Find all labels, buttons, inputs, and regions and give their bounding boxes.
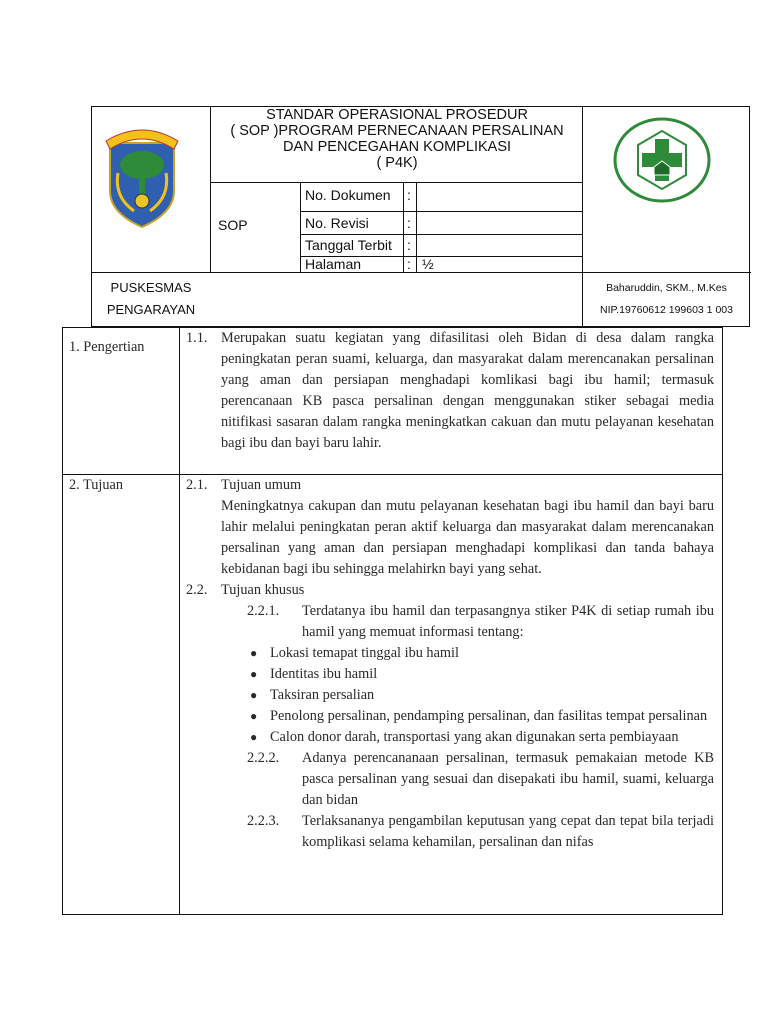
title-line: STANDAR OPERASIONAL PROSEDUR bbox=[266, 107, 528, 123]
bullet-icon: ● bbox=[250, 688, 258, 702]
item-number: 2.2.2. bbox=[247, 750, 280, 766]
item-number: 2.2. bbox=[186, 582, 208, 598]
item-number: 2.2.1. bbox=[247, 603, 280, 619]
signer-name: Baharuddin, SKM., M.Kes bbox=[606, 282, 727, 294]
bullet-icon: ● bbox=[250, 709, 258, 723]
signer-nip: NIP.19760612 199603 1 003 bbox=[600, 304, 733, 316]
bullet-icon: ● bbox=[250, 646, 258, 660]
section-content-pengertian bbox=[180, 328, 722, 474]
field-label: No. Dokumen bbox=[305, 187, 391, 203]
khusus-item-text: Terlaksananya pengambilan keputusan yang cepat dan tepat bila terjadi komplikasi selama kehamilan, persalinan dan nifas bbox=[302, 813, 714, 850]
field-colon: : bbox=[407, 215, 411, 231]
title-line: ( P4K) bbox=[376, 155, 418, 171]
bullet-item: Calon donor darah, transportasi yang akan digunakan serta pembiayaan bbox=[270, 729, 679, 745]
item-number: 2.2.3. bbox=[247, 813, 280, 829]
field-colon: : bbox=[407, 237, 411, 253]
field-label: Tanggal Terbit bbox=[305, 237, 392, 253]
title-line: DAN PENCEGAHAN KOMPLIKASI bbox=[282, 139, 512, 155]
field-label: No. Revisi bbox=[305, 215, 369, 231]
subheading-tujuan-umum: Tujuan umum bbox=[221, 477, 302, 493]
field-label: Halaman bbox=[305, 256, 362, 272]
khusus-item-text: Terdatanya ibu hamil dan terpasangnya stiker P4K di setiap rumah ibu hamil yang memuat informasi tentang: bbox=[302, 603, 714, 640]
section-content-tujuan bbox=[180, 475, 722, 914]
bullet-icon: ● bbox=[250, 667, 258, 681]
signer-block bbox=[582, 277, 751, 321]
section-row-pengertian bbox=[63, 328, 722, 475]
puskesmas-pengarayan-logo bbox=[612, 117, 712, 203]
item-number: 1.1. bbox=[186, 330, 208, 346]
subheading-tujuan-khusus: Tujuan khusus bbox=[221, 582, 305, 598]
bullet-item: Lokasi temapat tinggal ibu hamil bbox=[270, 645, 459, 661]
bullet-item: Taksiran persalian bbox=[270, 687, 375, 703]
org-line: PENGARAYAN bbox=[106, 302, 196, 317]
sop-label: SOP bbox=[218, 217, 248, 233]
pengertian-text: Merupakan suatu kegiatan yang difasilitasi oleh Bidan di desa dalam rangka peningkatan peran suami, keluarga, dan masyarakat dalam merencanakan persalinan yang aman dan persiapan menghadapi komlikasi bagi ibu hamil; termasuk perencanaan KB pasca persalinan dengan menggunakan stiker sebagai media nitifikasi sasaran dalam rangka meningkatkan cakuan dan mutu pelayanan kesehatan bagi ibu dan bayi baru lahir. bbox=[221, 330, 714, 451]
khusus-item-text: Adanya perencananaan persalinan, termasuk pemakaian metode KB pasca persalinan yang sesuai dan disepakati ibu hamil, suami, keluarga dan bidan bbox=[302, 750, 714, 808]
section-row-tujuan bbox=[63, 475, 722, 914]
title-line: ( SOP )PROGRAM PERNECANAAN PERSALINAN bbox=[230, 123, 564, 139]
item-number: 2.1. bbox=[186, 477, 208, 493]
field-value: ½ bbox=[422, 256, 434, 272]
bullet-icon: ● bbox=[250, 730, 258, 744]
document-title bbox=[212, 107, 582, 171]
bullet-item: Identitas ibu hamil bbox=[270, 666, 378, 682]
tujuan-umum-text: Meningkatnya cakupan dan mutu pelayanan kesehatan bagi ibu hamil dan bayi baru lahir melalui peningkatan peran aktif keluarga dan masyarakat dalam merencanakan persalinan yang aman dan persiapan menghadapi komplikasi dan tanda bahaya kebidanan bagi ibu sehingga melahirkn bayi yang sehat. bbox=[221, 498, 714, 577]
bullet-item: Penolong persalinan, pendamping persalinan, dan fasilitas tempat persalinan bbox=[270, 708, 708, 724]
sop-header-table bbox=[91, 106, 750, 327]
organization-name bbox=[92, 277, 210, 321]
section-label-pengertian: 1. Pengertian bbox=[63, 328, 180, 474]
sop-content-table bbox=[62, 327, 723, 915]
section-label-tujuan: 2. Tujuan bbox=[63, 475, 180, 914]
field-colon: : bbox=[407, 256, 411, 272]
field-colon: : bbox=[407, 187, 411, 203]
ogan-komering-ilir-emblem bbox=[104, 121, 180, 229]
org-line: PUSKESMAS bbox=[110, 280, 192, 295]
